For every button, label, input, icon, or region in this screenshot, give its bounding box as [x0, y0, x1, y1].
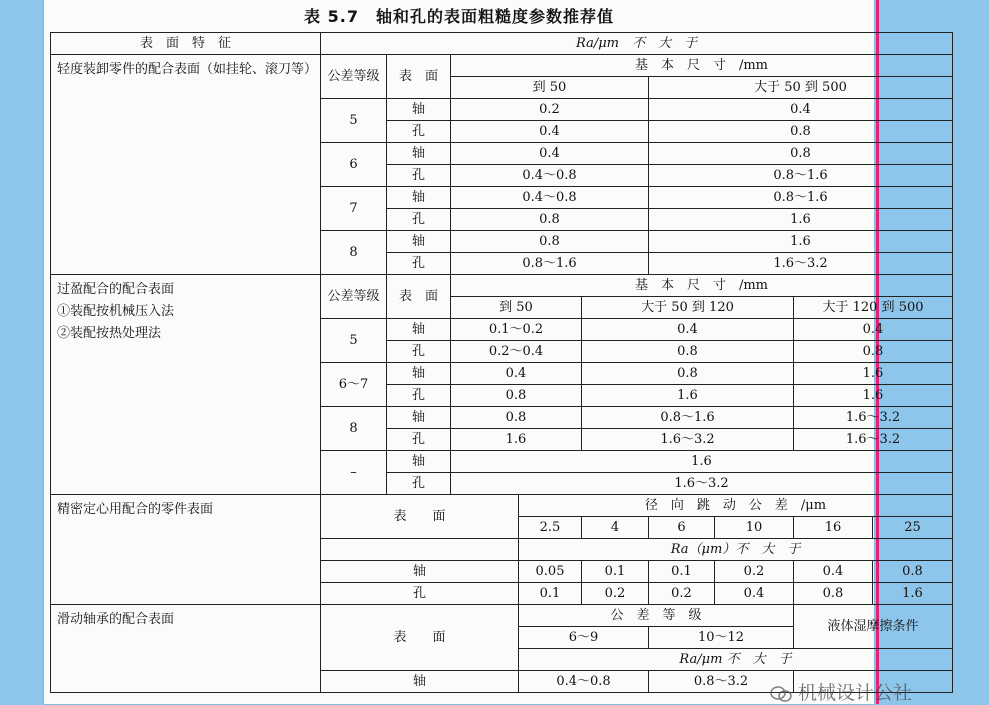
s2-col-1: 大于 50 到 120 — [582, 297, 794, 319]
feature-header: 表 面 特 征 — [51, 33, 321, 55]
s2-value: 0.8 — [582, 341, 794, 363]
s2-grade-header: 公差等级 — [321, 275, 387, 319]
s2-desc-line-2: ①装配按机械压入法 — [57, 304, 175, 319]
s3-blank — [321, 539, 519, 561]
s2-surface: 孔 — [387, 341, 451, 363]
s2-value: 1.6 — [451, 429, 582, 451]
s3-runout: 16 — [794, 517, 873, 539]
s3-runout: 6 — [649, 517, 715, 539]
s1-surface: 孔 — [387, 165, 451, 187]
s1-value: 0.4～0.8 — [451, 165, 649, 187]
s1-value: 0.8 — [451, 209, 649, 231]
s2-value: 0.8 — [794, 341, 953, 363]
s3-surface: 孔 — [321, 583, 519, 605]
s4-grade-1: 10～12 — [649, 627, 794, 649]
s1-value: 0.4 — [451, 121, 649, 143]
s2-size-header: 基 本 尺 寸 /mm — [451, 275, 953, 297]
s4-grade-0: 6～9 — [519, 627, 649, 649]
s1-value: 0.8～1.6 — [649, 165, 953, 187]
s1-value: 1.6 — [649, 209, 953, 231]
watermark — [770, 678, 912, 705]
s2-value: 0.4 — [451, 363, 582, 385]
s2-surface: 轴 — [387, 407, 451, 429]
s1-grade-3: 8 — [321, 231, 387, 275]
s2-value: 0.8～1.6 — [582, 407, 794, 429]
s3-value: 0.05 — [519, 561, 582, 583]
s1-description: 轻度装卸零件的配合表面（如挂轮、滚刀等） — [51, 55, 321, 275]
s2-value: 1.6～3.2 — [794, 429, 953, 451]
s2-surface: 孔 — [387, 429, 451, 451]
s2-grade-1: 6～7 — [321, 363, 387, 407]
s3-runout: 25 — [873, 517, 953, 539]
s1-surface: 孔 — [387, 253, 451, 275]
s1-surface: 孔 — [387, 209, 451, 231]
table-title: 表 5.7 轴和孔的表面粗糙度参数推荐值 — [304, 7, 614, 26]
s2-surface: 轴 — [387, 363, 451, 385]
s2-desc-line-3: ②装配按热处理法 — [57, 326, 162, 341]
s2-description — [51, 275, 321, 495]
s3-value: 0.8 — [873, 561, 953, 583]
s2-value: 0.8 — [451, 407, 582, 429]
s1-value: 0.8 — [649, 143, 953, 165]
s2-value: 1.6 — [582, 385, 794, 407]
s2-grade-0: 5 — [321, 319, 387, 363]
s1-surface: 孔 — [387, 121, 451, 143]
s2-value: 0.4 — [582, 319, 794, 341]
s1-grade-0: 5 — [321, 99, 387, 143]
s1-value: 0.4 — [451, 143, 649, 165]
s3-value: 1.6 — [873, 583, 953, 605]
s4-grade-header: 公 差 等 级 — [519, 605, 794, 627]
ra-limit-header: Ra/μm 不 大 于 — [321, 33, 953, 55]
s2-value: 0.8 — [582, 363, 794, 385]
s2-value: 1.6～3.2 — [794, 407, 953, 429]
s2-surface: 孔 — [387, 473, 451, 495]
s2-value: 1.6～3.2 — [451, 473, 953, 495]
s2-col-0: 到 50 — [451, 297, 582, 319]
s3-value: 0.2 — [649, 583, 715, 605]
s2-surface: 孔 — [387, 385, 451, 407]
watermark-text: 机械设计公社 — [798, 682, 913, 704]
s1-value: 1.6～3.2 — [649, 253, 953, 275]
s1-value: 0.4～0.8 — [451, 187, 649, 209]
s1-value: 0.8 — [451, 231, 649, 253]
s4-ra-header: Ra/μm 不 大 于 — [519, 649, 953, 671]
s2-value: 0.2～0.4 — [451, 341, 582, 363]
s3-runout: 4 — [582, 517, 649, 539]
s2-value: 1.6 — [451, 451, 953, 473]
s3-value: 0.1 — [649, 561, 715, 583]
s3-value: 0.1 — [519, 583, 582, 605]
s1-surface: 轴 — [387, 187, 451, 209]
s4-fluid-header: 液体湿摩擦条件 — [794, 605, 953, 649]
s2-col-2: 大于 120 到 500 — [794, 297, 953, 319]
s1-grade-header: 公差等级 — [321, 55, 387, 99]
s2-value: 1.6 — [794, 363, 953, 385]
s1-surface-header: 表 面 — [387, 55, 451, 99]
s1-col-0: 到 50 — [451, 77, 649, 99]
s2-value: 0.8 — [451, 385, 582, 407]
s1-value: 0.2 — [451, 99, 649, 121]
s1-value: 1.6 — [649, 231, 953, 253]
s3-surface-header: 表 面 — [321, 495, 519, 539]
s1-grade-2: 7 — [321, 187, 387, 231]
s2-grade-3: – — [321, 451, 387, 495]
s3-runout: 2.5 — [519, 517, 582, 539]
s2-value: 0.1～0.2 — [451, 319, 582, 341]
s2-surface-header: 表 面 — [387, 275, 451, 319]
s2-surface: 轴 — [387, 319, 451, 341]
s4-value: 0.4～0.8 — [519, 671, 649, 693]
s4-value: 0.8～3.2 — [649, 671, 794, 693]
s1-value: 0.8 — [649, 121, 953, 143]
s2-desc-line-1: 过盈配合的配合表面 — [57, 282, 175, 297]
s3-surface: 轴 — [321, 561, 519, 583]
s3-description: 精密定心用配合的零件表面 — [51, 495, 321, 605]
s3-value: 0.2 — [715, 561, 794, 583]
s3-runout: 10 — [715, 517, 794, 539]
chat-bubble-icon — [770, 685, 792, 703]
s3-value: 0.4 — [715, 583, 794, 605]
s4-surface: 轴 — [321, 671, 519, 693]
s2-grade-2: 8 — [321, 407, 387, 451]
s4-surface-header: 表 面 — [321, 605, 519, 671]
s1-size-header: 基 本 尺 寸 /mm — [451, 55, 953, 77]
s3-value: 0.2 — [582, 583, 649, 605]
s2-value: 1.6 — [794, 385, 953, 407]
s4-description: 滑动轴承的配合表面 — [51, 605, 321, 693]
s2-surface: 轴 — [387, 451, 451, 473]
s1-surface: 轴 — [387, 231, 451, 253]
s1-surface: 轴 — [387, 99, 451, 121]
s3-value: 0.8 — [794, 583, 873, 605]
s3-value: 0.4 — [794, 561, 873, 583]
s2-value: 0.4 — [794, 319, 953, 341]
s3-value: 0.1 — [582, 561, 649, 583]
s2-value: 1.6～3.2 — [582, 429, 794, 451]
s1-value: 0.8～1.6 — [649, 187, 953, 209]
s1-value: 0.8～1.6 — [451, 253, 649, 275]
roughness-table — [50, 32, 953, 693]
s1-col-1: 大于 50 到 500 — [649, 77, 953, 99]
s3-runout-header: 径 向 跳 动 公 差 /μm — [519, 495, 953, 517]
s1-grade-1: 6 — [321, 143, 387, 187]
s1-value: 0.4 — [649, 99, 953, 121]
s1-surface: 轴 — [387, 143, 451, 165]
s3-ra-header: Ra（μm）不 大 于 — [519, 539, 953, 561]
